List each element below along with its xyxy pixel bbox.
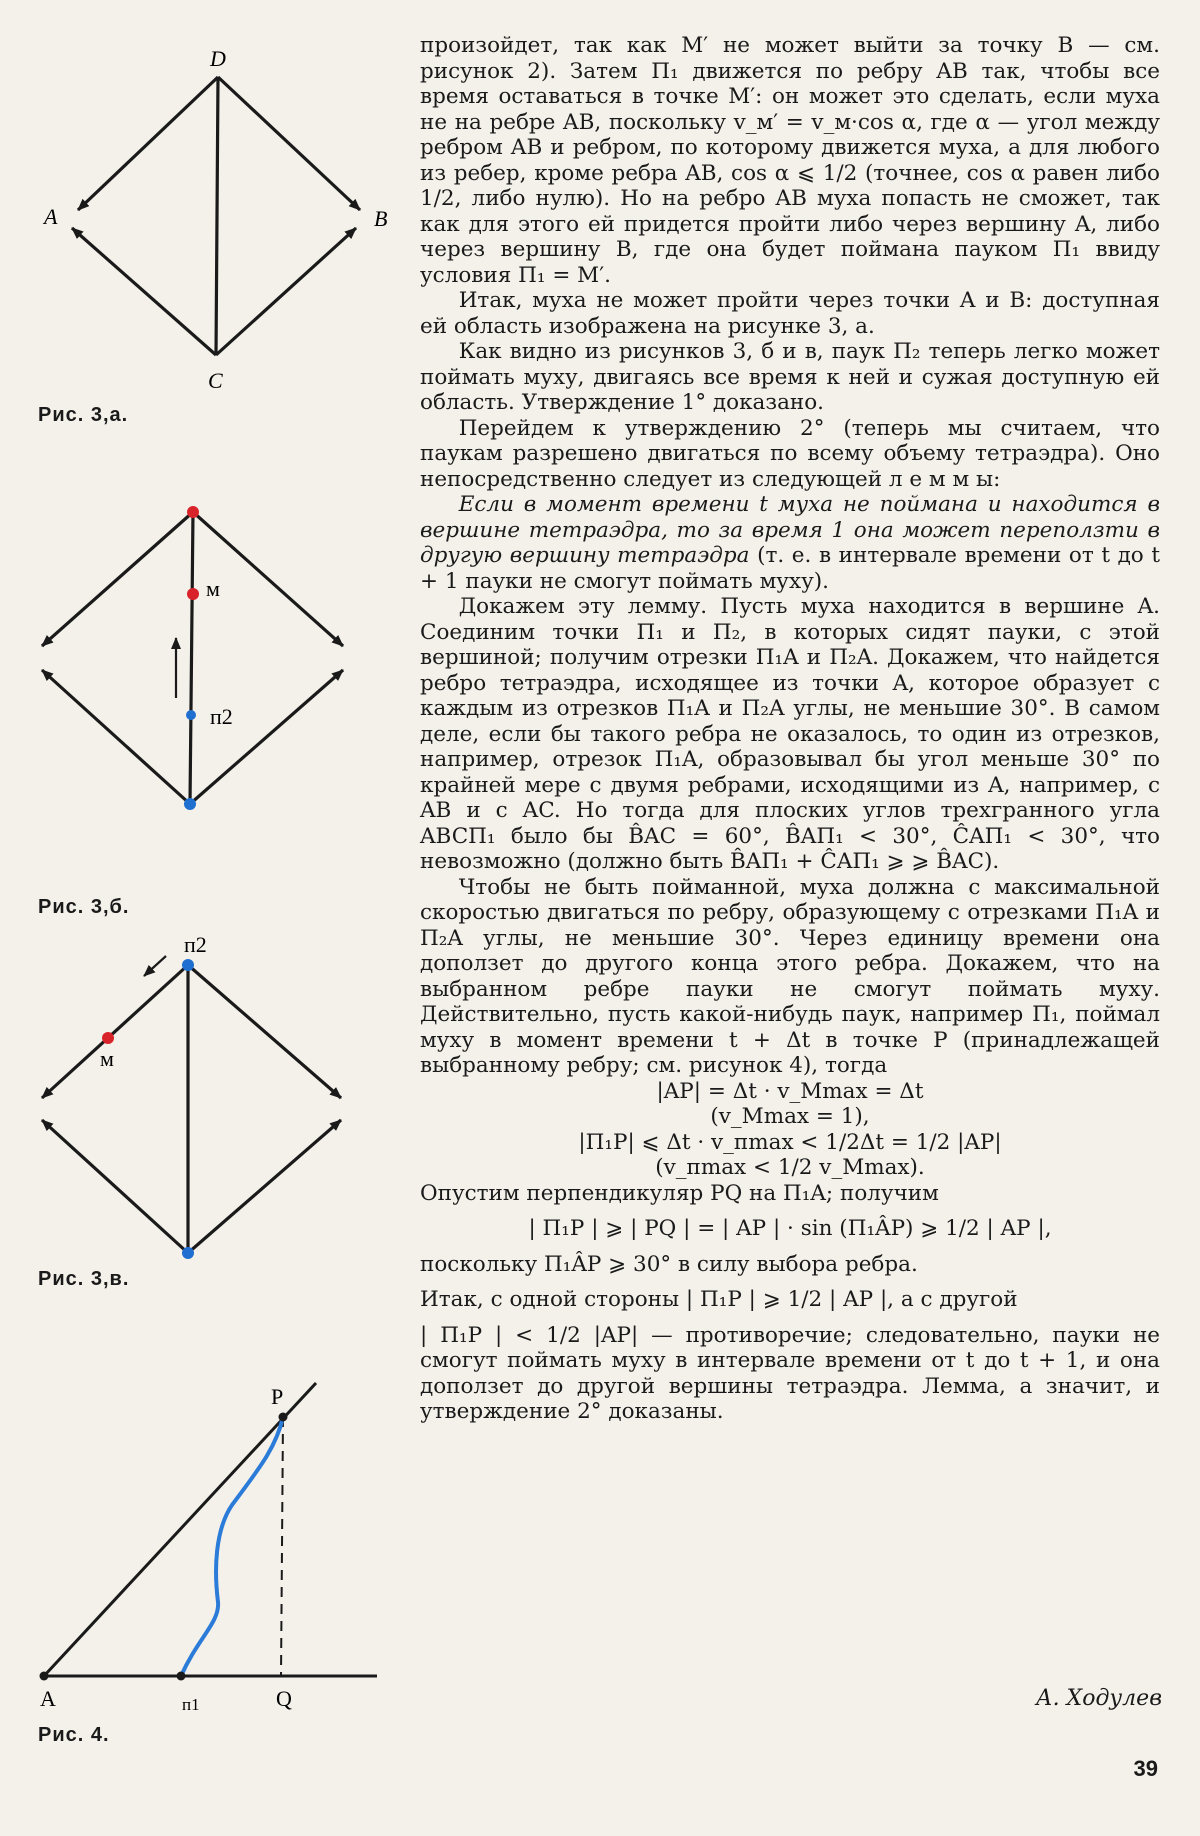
vertex-label-b: B bbox=[374, 206, 388, 231]
paragraph-2: Итак, муха не может пройти через точки A и B: доступная ей область изображена на рисунке 3, а. bbox=[420, 288, 1160, 339]
caption-fig-4: Рис. 4. bbox=[38, 1724, 110, 1746]
spider-path-curve bbox=[181, 1417, 283, 1676]
point-p1-dot bbox=[177, 1672, 186, 1681]
fly-dot bbox=[102, 1032, 114, 1044]
caption-fig-3a: Рис. 3,а. bbox=[38, 404, 129, 426]
point-label-a: A bbox=[40, 1686, 56, 1711]
point-label-p: P bbox=[271, 1384, 284, 1409]
equation-5: | П₁P | ⩾ | PQ | = | AP | · sin (П₁ÂP) ⩾ 1/2 | AP |, bbox=[528, 1216, 1052, 1241]
article-text-column bbox=[420, 33, 1160, 1425]
lemma-paragraph bbox=[420, 492, 1160, 594]
paragraph-1: произойдет, так как M′ не может выйти за точку B — см. рисунок 2). Затем П₁ движется по ребру AB так, чтобы все время оставаться в точке M′: он может это сделать, если муха не на ребре AB, поскольку v_м′ = v_м·cos α, где α — угол между ребром AB и ребром, по которому движется муха, а для любого из ребер, кроме ребра AB, cos α ⩽ 1/2 (точнее, cos α равен либо 1/2, либо нулю). Но на ребро AB муха попасть не сможет, так как для этого ей придется пройти либо через вершину A, либо через вершину B, где она будет поймана пауком П₁ ввиду условия П₁ = M′. bbox=[420, 33, 1160, 288]
edge-bottom-left bbox=[42, 1120, 188, 1253]
lemma-tail: (т. е. в интервале времени от t до t + 1 пауки не смогут поймать муху). bbox=[420, 543, 1160, 594]
fly-dot bbox=[187, 588, 199, 600]
equation-1: |AP| = Δt · v_Mmax = Δt bbox=[656, 1078, 924, 1104]
author-signature: А. Ходулев bbox=[1035, 1686, 1162, 1711]
vertex-label-c: C bbox=[208, 368, 223, 393]
lemma-statement: Если в момент времени t муха не поймана и находится в вершине тетраэдра, то за время 1 она может переползти в другую вершину тетраэдра bbox=[420, 492, 1160, 568]
equation-4: (v_пmax < 1/2 v_Mmax). bbox=[655, 1155, 925, 1180]
edge-top-right bbox=[188, 965, 341, 1098]
edge-top-left bbox=[42, 965, 188, 1098]
fly-label: м bbox=[206, 576, 220, 601]
edge-d-b bbox=[218, 77, 360, 210]
point-label-q: Q bbox=[276, 1686, 292, 1711]
motion-arrow bbox=[144, 956, 166, 976]
vertex-label-a: A bbox=[44, 204, 58, 229]
caption-fig-3b: Рис. 3,б. bbox=[38, 896, 130, 918]
point-p-dot bbox=[279, 1413, 288, 1422]
slanted-edge bbox=[44, 1383, 316, 1676]
equation-2: (v_Mmax = 1), bbox=[710, 1104, 870, 1129]
paragraph-7: Чтобы не быть пойманной, муха должна с максимальной скоростью двигаться по ребру, образующему с отрезками П₁A и П₂A углы, не меньшие 30°. Через единицу времени она доползет до другого конца этого ребра. Докажем, что на выбранном ребре пауки не смогут поймать муху. Действительно, пусть какой-нибудь паук, например П₁, поймал муху в момент времени t + Δt в точке P (принадлежащей выбранному ребру; см. рисунок 4), тогда bbox=[420, 874, 1160, 1078]
caption-fig-3v: Рис. 3,в. bbox=[38, 1268, 130, 1290]
edge-d-a bbox=[78, 77, 218, 210]
paragraph-8: Опустим перпендикуляр PQ на П₁A; получим bbox=[420, 1180, 939, 1206]
paragraph-6: Докажем эту лемму. Пусть муха находится в вершине A. Соединим точки П₁ и П₂, в которых сидят пауки, с этой вершиной; получим отрезки П₁A и П₂A. Докажем, что найдется ребро тетраэдра, исходящее из точки A, которое образует с каждым из отрезков П₁A и П₂A углы, не меньшие 30°. В самом деле, если бы такого ребра не оказалось, то один из отрезков, например, отрезок П₁A, образовывал бы угол меньше 30° по крайней мере с двумя ребрами, исходящими из A, например, с AB и с AC. Но тогда для плоских углов трехгранного угла ABCП₁ было бы B̂AC = 60°, B̂AП₁ < 30°, ĈAП₁ < 30°, что невозможно (должно быть B̂AП₁ + ĈAП₁ ⩾ ⩾ B̂AC). bbox=[420, 594, 1160, 874]
edge-d-c bbox=[216, 77, 218, 355]
fly-label: м bbox=[100, 1046, 114, 1071]
paragraph-3: Как видно из рисунков 3, б и в, паук П₂ теперь легко может поймать муху, двигаясь все время к ней и сужая доступную ей область. Утверждение 1° доказано. bbox=[420, 339, 1160, 415]
edge-bottom-right bbox=[188, 1120, 341, 1253]
paragraph-10: Итак, с одной стороны | П₁P | ⩾ 1/2 | AP |, а с другой bbox=[420, 1287, 1018, 1312]
spider-dot bbox=[186, 710, 196, 720]
edge-bottom-left bbox=[42, 670, 190, 804]
paragraph-9: поскольку П₁ÂP ⩾ 30° в силу выбора ребра. bbox=[420, 1251, 918, 1277]
vertex-dot-top bbox=[187, 506, 199, 518]
spider-dot bbox=[182, 959, 194, 971]
edge-c-a bbox=[72, 228, 216, 355]
edge-top-left bbox=[42, 512, 193, 646]
vertex-dot-bottom bbox=[182, 1247, 194, 1259]
equation-3: |П₁P| ⩽ Δt · v_пmax < 1/2Δt = 1/2 |AP| bbox=[578, 1129, 1002, 1155]
point-a-dot bbox=[40, 1672, 49, 1681]
paragraph-11: | П₁P | < 1/2 |AP| — противоречие; следовательно, пауки не смогут поймать муху в интервале времени от t до t + 1, и она доползет до другой вершины тетраэдра. Лемма, а значит, и утверждение 2° доказаны. bbox=[420, 1322, 1160, 1424]
edge-bottom-right bbox=[190, 670, 343, 804]
figure-4 bbox=[0, 1370, 420, 1750]
figure-3v bbox=[0, 930, 420, 1270]
page-number: 39 bbox=[1133, 1756, 1158, 1781]
paragraph-4: Перейдем к утверждению 2° (теперь мы считаем, что паукам разрешено двигаться по всему объему тетраэдра). Оно непосредственно следует из следующей л е м м ы: bbox=[420, 415, 1160, 492]
edge-c-b bbox=[216, 228, 356, 355]
figure-3b bbox=[0, 490, 420, 870]
spider-label: п2 bbox=[210, 704, 233, 729]
perpendicular-pq bbox=[281, 1417, 283, 1676]
vertex-label-d: D bbox=[210, 46, 226, 71]
edge-vertical bbox=[190, 512, 193, 804]
point-label-p1: п1 bbox=[182, 1695, 200, 1714]
spider-label: п2 bbox=[184, 932, 207, 957]
vertex-dot-bottom bbox=[184, 798, 196, 810]
